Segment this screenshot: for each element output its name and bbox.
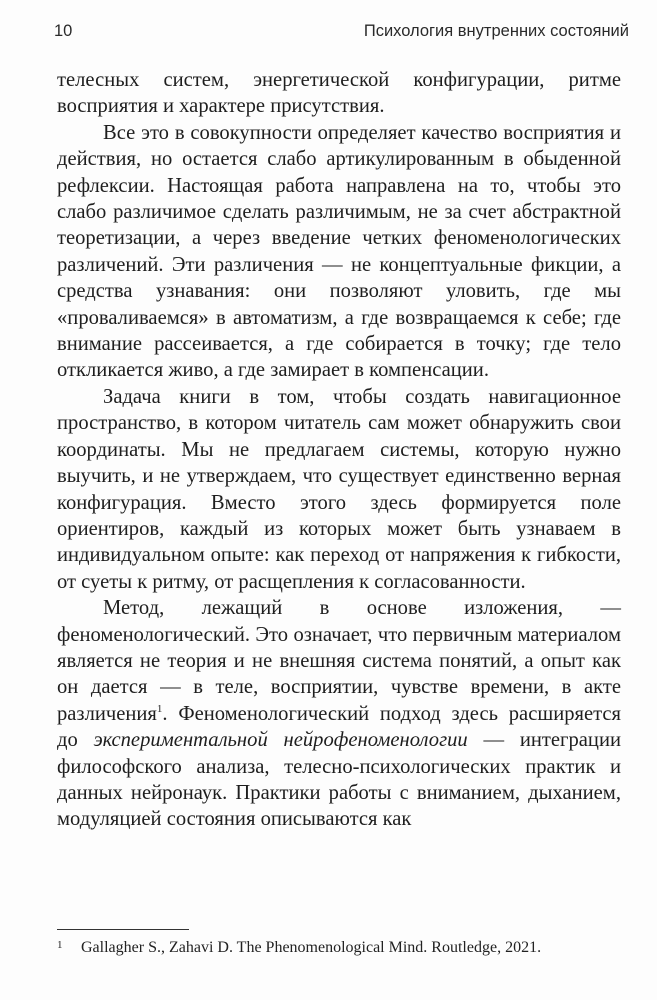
paragraph-4-text-a: Метод, лежащий в основе изложения, — феноменологический. Это означает, что первичным материалом является не теория и не внешняя система понятий, а опыт как он дается — в теле, восприятии, чувстве времени, в акте различения [57, 597, 621, 725]
body-text [57, 67, 621, 833]
italic-term: экспериментальной нейрофеноменологии [93, 729, 468, 752]
running-head [54, 22, 629, 46]
running-title: Психология внутренних состояний [363, 22, 629, 40]
paragraph-1: телесных систем, энергетической конфигурации, ритме восприятия и характере присутствия. [57, 69, 621, 118]
footnote-text: Gallagher S., Zahavi D. The Phenomenological Mind. Routledge, 2021. [81, 939, 542, 956]
footnote-mark: 1 [57, 939, 63, 951]
footnote [57, 938, 621, 958]
paragraph-4 [57, 595, 621, 833]
footnote-reference[interactable]: 1 [156, 702, 163, 715]
footnote-divider [57, 929, 189, 930]
paragraph-3: Задача книги в том, чтобы создать навигационное пространство, в котором читатель сам может обнаружить свои координаты. Мы не предлагаем системы, которую нужно выучить, и не утверждаем, что существует единственно верная конфигурация. Вместо этого здесь формируется поле ориентиров, каждый из которых может быть узнаваем в индивидуальном опыте: как переход от напряжения к гибкости, от суеты к ритму, от расщепления к согласованности. [57, 385, 621, 593]
page-number: 10 [54, 22, 73, 40]
paragraph-4-text-c: — интеграции философского анализа, телесно-психологических практик и данных нейронаук. Практики работы с вниманием, дыханием, модуляцией состояния описываются как [57, 729, 621, 831]
paragraph-4-text-b: . Феноменологический подход здесь расширяется до [57, 702, 621, 752]
paragraph-2: Все это в совокупности определяет качество восприятия и действия, но остается слабо артикулированным в обыденной рефлексии. Настоящая работа направлена на то, чтобы это слабо различимое сделать различимым, не за счет абстрактной теоретизации, а через введение четких феноменологических различений. Эти различения — не концептуальные фикции, а средства узнавания: они позволяют уловить, где мы «проваливаемся» в автоматизм, а где возвращаемся к себе; где внимание рассеивается, а где собирается в точку; где тело откликается живо, а где замирает в компенсации. [57, 121, 621, 382]
